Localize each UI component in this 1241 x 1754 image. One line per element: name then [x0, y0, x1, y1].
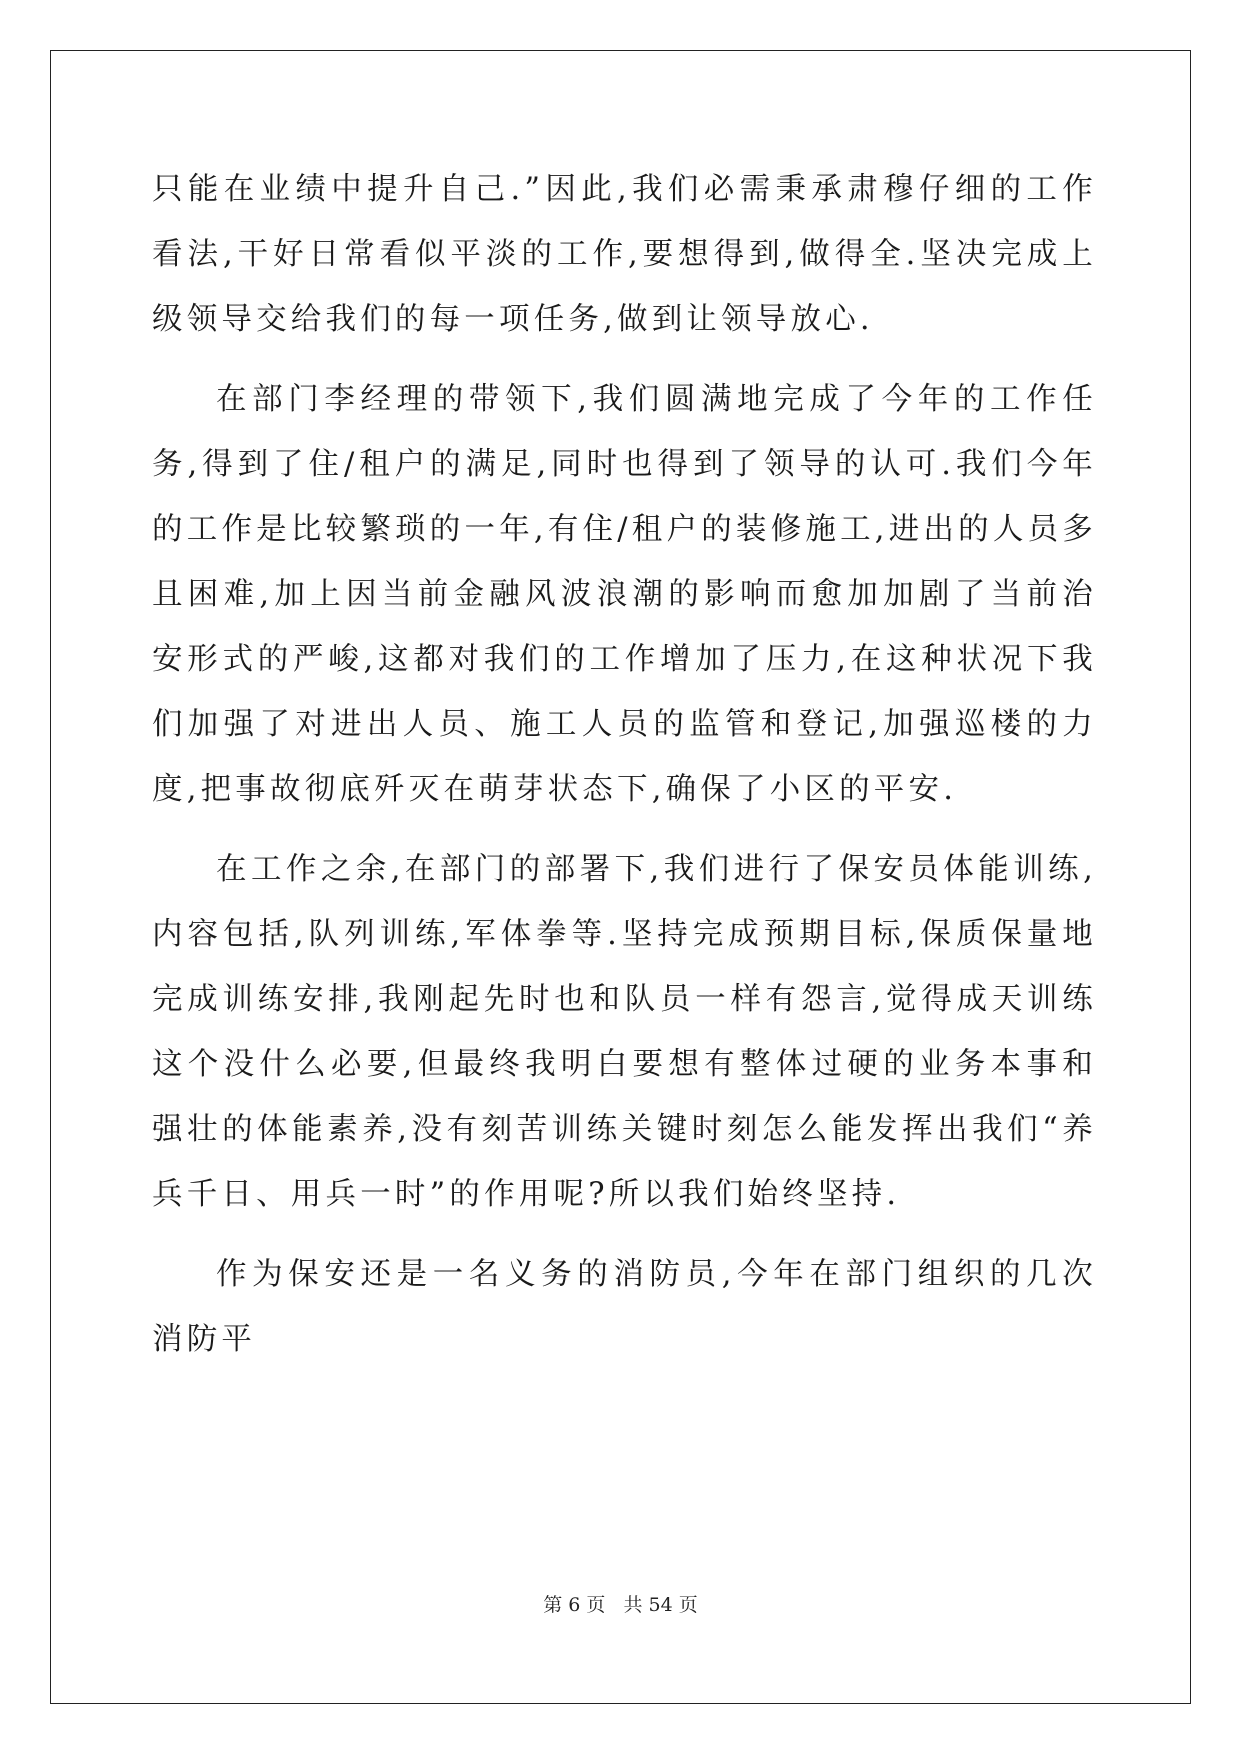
document-body: [152, 157, 1097, 1387]
page-footer: [0, 1590, 1241, 1617]
paragraph-4: 作为保安还是一名义务的消防员,今年在部门组织的几次消防平: [152, 1257, 1097, 1357]
paragraph-1: 只能在业绩中提升自己.”因此,我们必需秉承肃穆仔细的工作看法,干好日常看似平淡的工作,要想得到,做得全.坚决完成上级领导交给我们的每一项任务,做到让领导放心.: [152, 172, 1097, 337]
page-number: 第 6 页: [543, 1594, 606, 1616]
paragraph-3: 在工作之余,在部门的部署下,我们进行了保安员体能训练,内容包括,队列训练,军体拳等.坚持完成预期目标,保质保量地完成训练安排,我刚起先时也和队员一样有怨言,觉得成天训练这个没什么必要,但最终我明白要想有整体过硬的业务本事和强壮的体能素养,没有刻苦训练关键时刻怎么能发挥出我们“养兵千日、用兵一时”的作用呢?所以我们始终坚持.: [152, 852, 1097, 1212]
paragraph-2: 在部门李经理的带领下,我们圆满地完成了今年的工作任务,得到了住/租户的满足,同时也得到了领导的认可.我们今年的工作是比较繁琐的一年,有住/租户的装修施工,进出的人员多且困难,加上因当前金融风波浪潮的影响而愈加加剧了当前治安形式的严峻,这都对我们的工作增加了压力,在这种状况下我们加强了对进出人员、施工人员的监管和登记,加强巡楼的力度,把事故彻底歼灭在萌芽状态下,确保了小区的平安.: [152, 382, 1097, 807]
page-total: 共 54 页: [623, 1594, 698, 1616]
